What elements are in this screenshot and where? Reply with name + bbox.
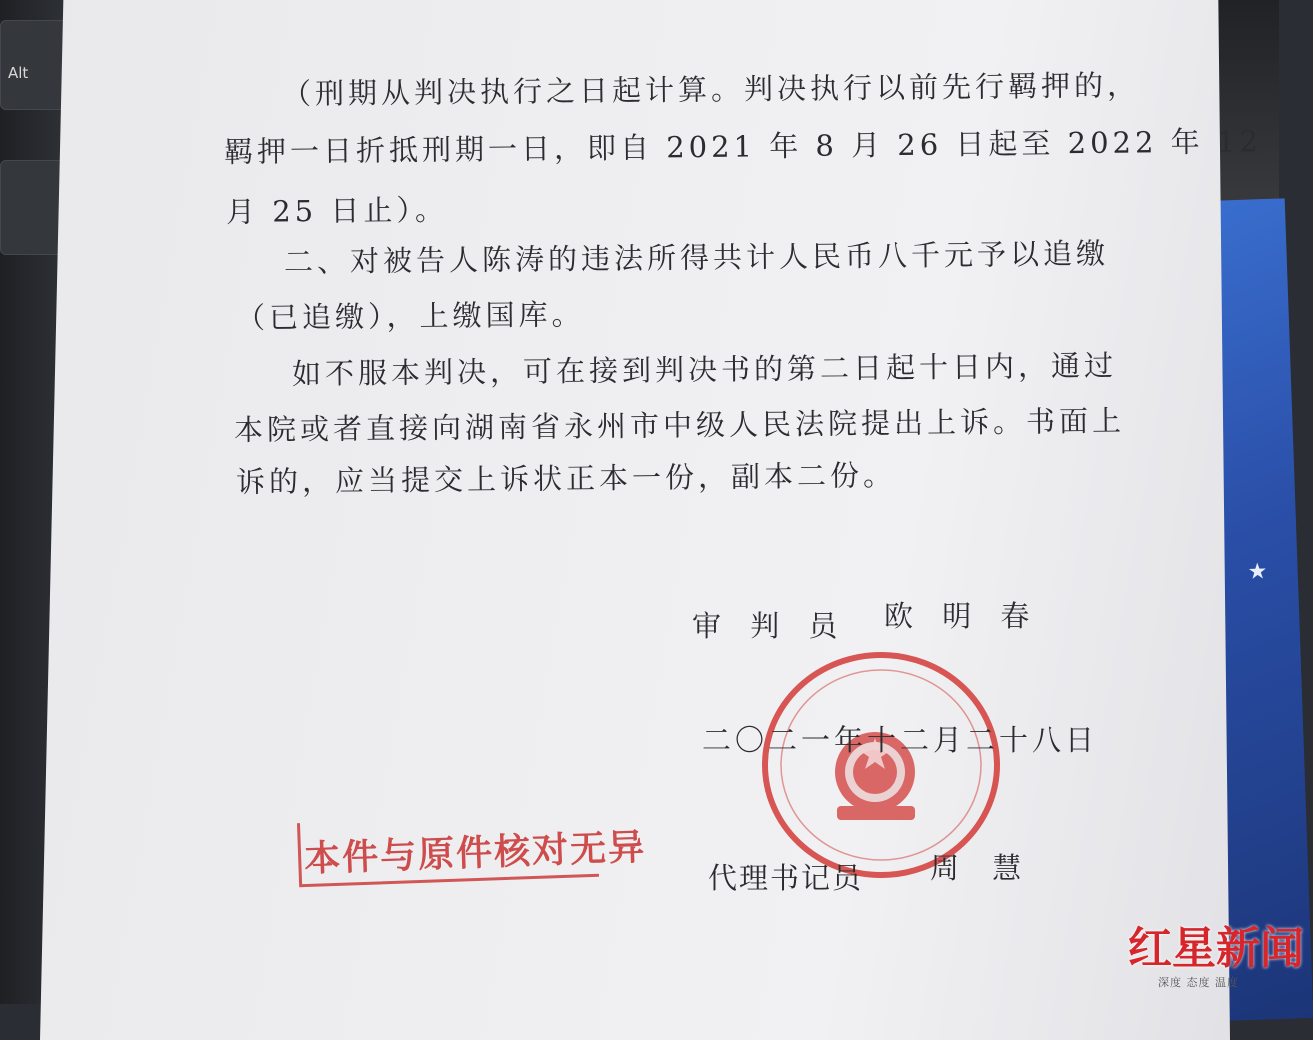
news-watermark <box>1128 912 1304 998</box>
watermark-subtitle: 深度 态度 温度 <box>1158 976 1239 989</box>
alt-key <box>0 20 68 110</box>
judgment-line-7: 本院或者直接向湖南省永州市中级人民法院提出上诉。书面上 <box>233 403 1126 447</box>
judgment-line-3: 月 25 日止）。 <box>225 192 449 229</box>
judgment-line-8: 诉的，应当提交上诉状正本一份，副本二份。 <box>235 458 897 499</box>
stamp-text: 本件与原件核对无异 <box>303 827 647 881</box>
certified-copy-stamp <box>297 813 647 887</box>
judgment-line-5: （已追缴），上缴国库。 <box>235 297 585 335</box>
judgment-line-6: 如不服本判决，可在接到判决书的第二日起十日内，通过 <box>291 348 1118 391</box>
judge-label: 审 判 员 <box>692 609 848 643</box>
watermark-logo: 红星新闻 <box>1128 923 1304 974</box>
judgment-date: 二〇二一年十二月二十八日 <box>702 723 1099 757</box>
judgment-line-4: 二、对被告人陈涛的违法所得共计人民币八千元予以追缴 <box>283 236 1110 279</box>
clerk-name: 周 慧 <box>930 851 1034 885</box>
alt-key-label: Alt <box>8 64 29 82</box>
judgment-line-2: 羁押一日折抵刑期一日，即自 2021 年 8 月 26 日起至 2022 年 12 <box>223 124 1262 169</box>
judge-name: 欧 明 春 <box>884 599 1040 633</box>
judgment-line-1: （刑期从判决执行之日起计算。判决执行以前先行羁押的， <box>281 68 1141 111</box>
keyboard-key <box>0 160 68 255</box>
clerk-label: 代理书记员 <box>708 861 864 895</box>
star-icon: ★ <box>1247 559 1268 585</box>
